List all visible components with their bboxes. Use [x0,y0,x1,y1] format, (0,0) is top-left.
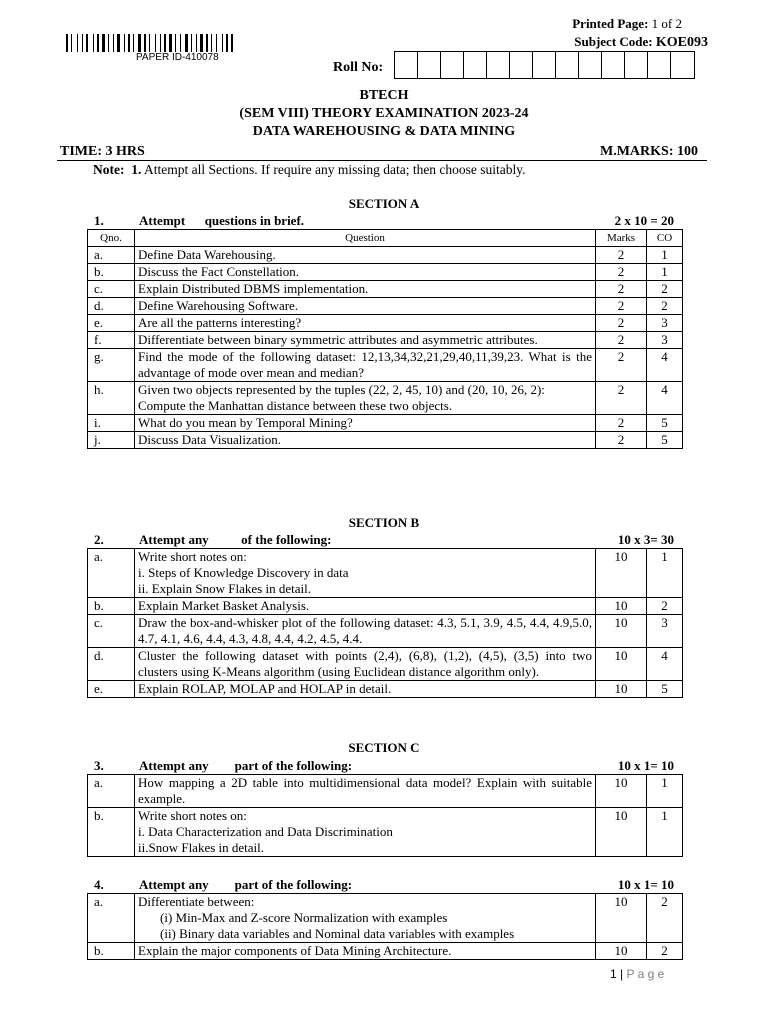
barcode-bar [124,34,125,52]
barcode-bar [110,34,112,52]
row-question [135,894,596,943]
row-marks: 10 [596,549,647,598]
table-row [88,943,683,960]
barcode-bar [133,34,134,52]
barcode-bar [95,34,96,52]
barcode-bar [164,34,166,52]
row-no: e. [88,681,135,698]
row-co: 3 [647,315,683,332]
barcode-bar [222,34,223,52]
row-question: How mapping a 2D table into multidimensional data model? Explain with suitable example. [135,775,596,808]
q1-number: 1. [94,213,104,228]
roll-no-box[interactable] [648,52,671,78]
row-question: Define Data Warehousing. [135,247,596,264]
row-marks: 2 [596,332,647,349]
row-question: Write short notes on: i. Data Characterization and Data Discrimination ii.Snow Flakes in detail. [135,808,596,857]
barcode-bar [128,34,130,52]
roll-no-boxes[interactable] [394,51,695,79]
row-question: Discuss the Fact Constellation. [135,264,596,281]
row-question: Write short notes on: i. Steps of Knowledge Discovery in data ii. Explain Snow Flakes in detail. [135,549,596,598]
roll-no-box[interactable] [579,52,602,78]
q4-marks: 10 x 1= 10 [617,877,674,892]
row-question: Are all the patterns interesting? [135,315,596,332]
barcode-bar [173,34,174,52]
subject-code-label: Subject Code: [574,34,653,49]
row-marks: 2 [596,264,647,281]
section-b-table [87,548,683,698]
page-footer [610,967,664,981]
row-question: Explain Market Basket Analysis. [135,598,596,615]
row-question: Draw the box-and-whisker plot of the following dataset: 4.3, 5.1, 3.9, 4.5, 4.4, 4.9,5.0, 4.7, 4.1, 4.6, 4.4, 4.3, 4.8, 4.4, 4.2, 4.5, 4.4. [135,615,596,648]
section-a-title: SECTION A [348,196,420,211]
q2-instruction: Attempt any of the following: [139,532,332,547]
row-marks: 10 [596,808,647,857]
barcode-bar [69,34,70,52]
row-question-sub2: (ii) Binary data variables and Nominal data variables with examples [160,926,515,941]
q1-instruction: Attempt questions in brief. [139,213,305,228]
barcode-bar [180,34,181,52]
row-marks: 10 [596,894,647,943]
barcode-bar [149,34,150,52]
q1-marks: 2 x 10 = 20 [614,213,674,228]
row-marks: 2 [596,349,647,382]
note-label: Note: [93,162,125,177]
row-no: h. [88,382,135,415]
row-marks: 2 [596,247,647,264]
roll-no-label: Roll No: [333,60,384,75]
note-text: Attempt all Sections. If require any missing data; then choose suitably. [144,162,526,177]
roll-no-box[interactable] [625,52,648,78]
barcode-bar [157,34,159,52]
roll-no-box[interactable] [602,52,625,78]
q3-table [87,774,683,857]
row-co: 3 [647,615,683,648]
row-marks: 2 [596,382,647,415]
barcode-bar [144,34,146,52]
row-no: c. [88,281,135,298]
table-row [88,349,683,382]
barcode-bar [167,34,168,52]
barcode-bar [115,34,116,52]
row-marks: 10 [596,615,647,648]
barcode-bar [224,34,225,52]
row-no: a. [88,247,135,264]
barcode-bar [196,34,197,52]
barcode-bar [135,34,137,52]
time-label: TIME: 3 HRS [60,144,145,159]
row-marks: 10 [596,598,647,615]
barcode-bar [175,34,176,52]
col-question: Question [135,230,596,247]
q2-number: 2. [94,532,104,547]
table-row [88,648,683,681]
row-co: 5 [647,681,683,698]
barcode-bar [142,34,143,52]
barcode-bar [117,34,120,52]
barcode-bar [84,34,85,52]
barcode-bar [206,34,208,52]
barcode-bar [191,34,192,52]
barcode-bar [229,34,230,52]
barcode-bar [185,34,188,52]
row-marks: 2 [596,315,647,332]
barcode-bar [211,34,212,52]
barcode-bar [155,34,156,52]
col-qno: Qno. [88,230,135,247]
table-row [88,315,683,332]
barcode-bar [89,34,92,52]
row-no: i. [88,415,135,432]
row-no: a. [88,894,135,943]
barcode [66,34,296,52]
row-co: 2 [647,894,683,943]
barcode-bar [213,34,215,52]
roll-no-box[interactable] [441,52,464,78]
roll-no-box[interactable] [464,52,487,78]
row-co: 2 [647,943,683,960]
row-no: b. [88,598,135,615]
barcode-bar [126,34,127,52]
q2-marks: 10 x 3= 30 [617,532,674,547]
row-co: 1 [647,775,683,808]
row-question: Given two objects represented by the tuples (22, 2, 45, 10) and (20, 10, 26, 2): Compute the Manhattan distance between these two objects. [135,382,596,415]
row-co: 1 [647,549,683,598]
row-no: d. [88,298,135,315]
barcode-bar [108,34,109,52]
row-no: c. [88,615,135,648]
roll-no-box[interactable] [533,52,556,78]
row-question-sub1: (i) Min-Max and Z-score Normalization with examples [160,910,448,925]
col-marks: Marks [596,230,647,247]
row-question: What do you mean by Temporal Mining? [135,415,596,432]
barcode-bar [189,34,190,52]
barcode-bar [113,34,114,52]
section-a-table [87,229,683,449]
printed-page-label: Printed Page: [572,16,649,31]
barcode-bar [231,34,233,52]
row-no: a. [88,775,135,808]
row-marks: 2 [596,415,647,432]
row-question: Find the mode of the following dataset: 12,13,34,32,21,29,40,11,39,23. What is the advantage of mode over mean and median? [135,349,596,382]
section-c-title: SECTION C [348,740,420,755]
section-b-title: SECTION B [348,515,420,530]
row-no: f. [88,332,135,349]
barcode-bar [218,34,221,52]
q4-table [87,893,683,960]
row-co: 5 [647,415,683,432]
row-co: 4 [647,648,683,681]
row-co: 1 [647,808,683,857]
row-question: Explain Distributed DBMS implementation. [135,281,596,298]
table-row [88,247,683,264]
barcode-bar [66,34,68,52]
table-row [88,264,683,281]
printed-page-value: 1 of 2 [651,16,682,31]
roll-no-box[interactable] [395,52,418,78]
row-question: Differentiate between binary symmetric attributes and asymmetric attributes. [135,332,596,349]
barcode-bar [93,34,94,52]
table-row [88,681,683,698]
row-co: 2 [647,598,683,615]
barcode-bar [77,34,78,52]
table-row [88,332,683,349]
row-no: j. [88,432,135,449]
subject-title: DATA WAREHOUSING & DATA MINING [252,124,516,139]
subject-code-value: KOE093 [655,35,708,50]
barcode-bar [193,34,195,52]
barcode-bar [162,34,163,52]
row-co: 4 [647,382,683,415]
row-marks: 2 [596,432,647,449]
row-question: Explain the major components of Data Mining Architecture. [135,943,596,960]
row-co: 1 [647,247,683,264]
q3-marks: 10 x 1= 10 [617,758,674,773]
q4-number: 4. [94,877,104,892]
roll-no-box[interactable] [487,52,510,78]
row-no: b. [88,808,135,857]
table-row [88,415,683,432]
barcode-bar [97,34,99,52]
note-num: 1. [131,162,142,177]
barcode-bar [204,34,205,52]
row-marks: 2 [596,298,647,315]
row-no: b. [88,943,135,960]
roll-no-box[interactable] [556,52,579,78]
row-co: 5 [647,432,683,449]
barcode-bar [177,34,179,52]
barcode-bar [200,34,203,52]
roll-no-box[interactable] [510,52,533,78]
barcode-bar [73,34,76,52]
row-question: Discuss Data Visualization. [135,432,596,449]
barcode-bar [79,34,81,52]
barcode-bar [100,34,101,52]
row-question: Cluster the following dataset with points (2,4), (6,8), (1,2), (4,5), (3,5) into two clusters using K-Means algorithm (using Euclidean distance algorithm only). [135,648,596,681]
paper-id: PAPER ID-410078 [136,52,219,63]
row-no: e. [88,315,135,332]
barcode-bar [209,34,210,52]
barcode-bar [169,34,172,52]
q3-instruction: Attempt any part of the following: [139,758,353,773]
row-marks: 10 [596,681,647,698]
program-title: BTECH [359,88,409,103]
barcode-bar [106,34,107,52]
table-row [88,615,683,648]
footer-page-word: P a g e [626,967,665,981]
footer-sep: | [620,967,624,981]
table-row [88,281,683,298]
row-marks: 2 [596,281,647,298]
table-row [88,549,683,598]
table-row [88,808,683,857]
row-co: 2 [647,298,683,315]
barcode-bar [71,34,72,52]
barcode-bar [216,34,217,52]
row-question: Explain ROLAP, MOLAP and HOLAP in detail. [135,681,596,698]
table-row [88,775,683,808]
row-co: 4 [647,349,683,382]
row-question-intro: Differentiate between: [138,894,255,909]
note-line [93,162,526,178]
barcode-bar [151,34,154,52]
barcode-bar [138,34,141,52]
row-marks: 10 [596,775,647,808]
q3-number: 3. [94,758,104,773]
row-co: 1 [647,264,683,281]
footer-page-num: 1 [610,967,617,981]
row-question: Define Warehousing Software. [135,298,596,315]
table-row [88,894,683,943]
row-co: 3 [647,332,683,349]
barcode-bar [102,34,105,52]
roll-no-box[interactable] [671,52,694,78]
barcode-bar [86,34,88,52]
barcode-bar [160,34,161,52]
row-no: d. [88,648,135,681]
header-divider [57,160,707,161]
row-no: a. [88,549,135,598]
table-header-row [88,230,683,247]
table-row [88,432,683,449]
q4-instruction: Attempt any part of the following: [139,877,353,892]
barcode-bar [131,34,132,52]
row-co: 2 [647,281,683,298]
row-no: g. [88,349,135,382]
barcode-bar [182,34,184,52]
table-row [88,598,683,615]
max-marks: M.MARKS: 100 [600,144,698,159]
table-row [88,298,683,315]
row-marks: 10 [596,943,647,960]
barcode-bar [82,34,83,52]
row-no: b. [88,264,135,281]
table-row [88,382,683,415]
barcode-bar [226,34,228,52]
exam-title: (SEM VIII) THEORY EXAMINATION 2023-24 [239,106,529,121]
barcode-bar [121,34,123,52]
barcode-bar [147,34,148,52]
col-co: CO [647,230,683,247]
row-marks: 10 [596,648,647,681]
barcode-bar [198,34,199,52]
roll-no-box[interactable] [418,52,441,78]
